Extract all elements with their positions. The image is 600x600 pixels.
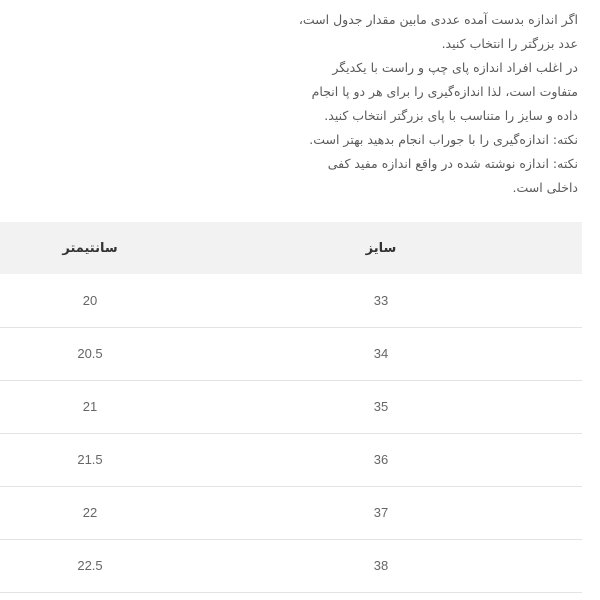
size-chart-table — [0, 222, 582, 593]
cell-size: 35 — [373, 399, 389, 414]
table-header-row — [0, 222, 582, 274]
cell-size: 36 — [373, 452, 389, 467]
header-centimeter: سانتیمتر — [62, 240, 118, 256]
note-line: نکته: اندازه نوشته شده در واقع اندازه مفید کفی — [327, 156, 578, 171]
note-line: داخلی است. — [512, 180, 578, 195]
cell-centimeter: 21 — [82, 399, 98, 414]
cell-size: 38 — [373, 558, 389, 573]
note-line: متفاوت است، لذا اندازه‌گیری را برای هر دو پا انجام — [311, 84, 578, 99]
cell-size: 33 — [373, 292, 389, 308]
table-header — [0, 222, 582, 274]
note-line: نکته: اندازه‌گیری را با جوراب انجام بدهید بهتر است. — [309, 132, 578, 147]
table-row — [0, 539, 582, 592]
table-row — [0, 380, 582, 433]
header-size: سایز — [365, 240, 397, 256]
table-row — [0, 486, 582, 539]
cell-centimeter: 20 — [82, 292, 98, 308]
table-row — [0, 274, 582, 327]
note-line: داده و سایز را متناسب با پای بزرگتر انتخاب کنید. — [324, 108, 578, 123]
note-line: در اغلب افراد اندازه پای چپ و راست با یکدیگر — [332, 60, 578, 75]
cell-size: 34 — [373, 346, 389, 361]
note-line: اگر اندازه بدست آمده عددی مابین مقدار جدول است، — [298, 12, 578, 27]
cell-centimeter: 22.5 — [77, 558, 103, 573]
table-body — [0, 274, 582, 592]
table-row — [0, 327, 582, 380]
cell-centimeter: 22 — [82, 505, 98, 520]
cell-centimeter: 20.5 — [77, 346, 103, 361]
note-line: عدد بزرگتر را انتخاب کنید. — [441, 36, 578, 51]
table-row — [0, 433, 582, 486]
cell-size: 37 — [373, 505, 389, 520]
size-guide-notes — [248, 8, 578, 200]
cell-centimeter: 21.5 — [77, 452, 103, 467]
